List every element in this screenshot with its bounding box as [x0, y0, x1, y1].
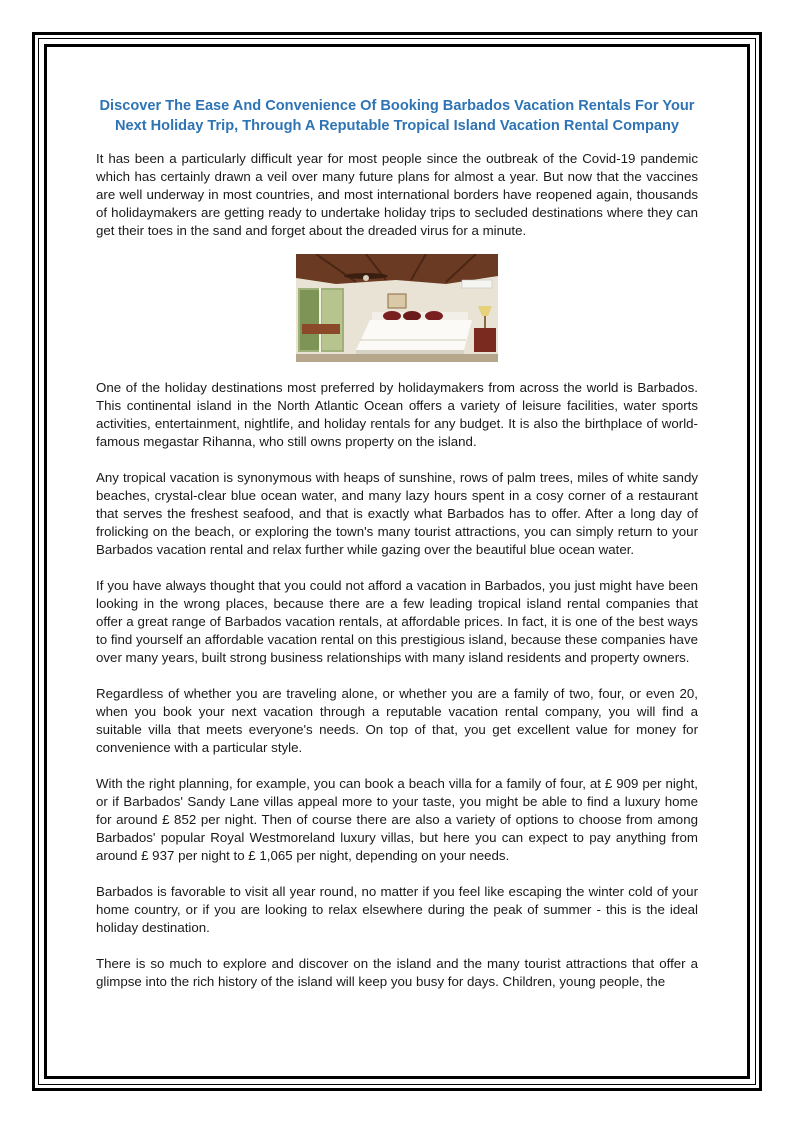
photo-container [96, 254, 698, 367]
paragraph-5: Regardless of whether you are traveling alone, or whether you are a family of two, four, or even 20, when you book your next vacation through a reputable vacation rental company, you will find a suitable villa that meets everyone's needs. On top of that, you get excellent value for money for convenience with a particular style. [96, 686, 698, 755]
paragraph-1: It has been a particularly difficult year for most people since the outbreak of the Covid-19 pandemic which has certainly drawn a veil over many future plans for almost a year. But now that the vaccines are well underway in most countries, and most international borders have reopened again, thousands of holidaymakers are getting ready to undertake holiday trips to secluded destinations where they can get their toes in the sand and forget about the dreaded virus for a minute. [96, 151, 698, 238]
paragraph-2: One of the holiday destinations most preferred by holidaymakers from across the world is Barbados. This continental island in the North Atlantic Ocean offers a variety of leisure facilities, water sports activities, entertainment, nightlife, and holiday rentals for any budget. It is also the birthplace of world-famous megastar Rihanna, who still owns property on the island. [96, 380, 698, 449]
document-body [96, 96, 698, 1009]
paragraph-3: Any tropical vacation is synonymous with heaps of sunshine, rows of palm trees, miles of white sandy beaches, crystal-clear blue ocean water, and many lazy hours spent in a cosy corner of a restaurant that serves the freshest seafood, and that is exactly what Barbados has to offer. After a long day of frolicking on the beach, or exploring the town's many tourist attractions, you can simply return to your Barbados vacation rental and relax further while gazing over the beautiful blue ocean water. [96, 470, 698, 557]
paragraph-6: With the right planning, for example, you can book a beach villa for a family of four, at £ 909 per night, or if Barbados' Sandy Lane villas appeal more to your taste, you might be able to find a luxury home for around £ 852 per night. Then of course there are also a variety of options to choose from among Barbados' popular Royal Westmoreland luxury villas, but here you can expect to pay anything from around £ 937 per night to £ 1,065 per night, depending on your needs. [96, 776, 698, 863]
paragraph-8: There is so much to explore and discover on the island and the many tourist attractions that offer a glimpse into the rich history of the island will keep you busy for days. Children, young people, the [96, 956, 698, 989]
paragraph-4: If you have always thought that you could not afford a vacation in Barbados, you just might have been looking in the wrong places, because there are a few leading tropical island rental companies that offer a great range of Barbados vacation rentals, at affordable prices. In fact, it is one of the best ways to find yourself an affordable vacation rental on this prestigious island, because these companies have over many years, built strong business relationships with many island residents and property owners. [96, 578, 698, 665]
bedroom-photo [296, 254, 498, 362]
paragraph-7: Barbados is favorable to visit all year round, no matter if you feel like escaping the winter cold of your home country, or if you are looking to relax elsewhere during the peak of summer - this is the ideal holiday destination. [96, 884, 698, 935]
document-title: Discover The Ease And Convenience Of Booking Barbados Vacation Rentals For Your Next Holiday Trip, Through A Reputable Tropical Island Vacation Rental Company [99, 98, 695, 134]
